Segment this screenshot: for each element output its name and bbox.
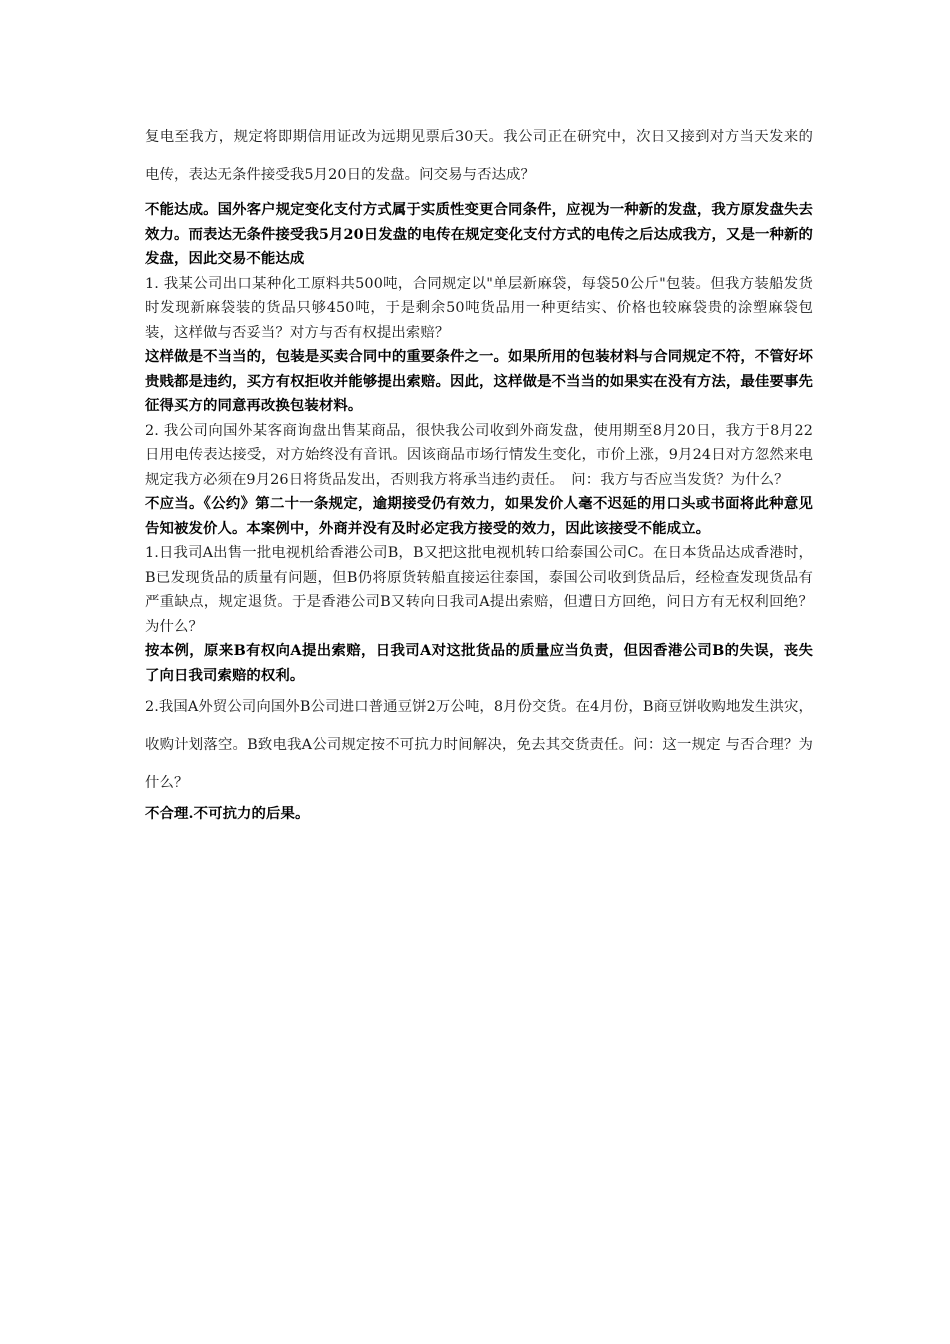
answer-paragraph: 不合理.不可抗力的后果。 [145,805,310,822]
answer-paragraph: 按本例，原来B有权向A提出索赔，日我司A对这批货品的质量应当负责，但因香港公司B的失误，丧失了向日我司索赔的权利。 [145,642,813,684]
answer-paragraph: 不能达成。国外客户规定变化支付方式属于实质性变更合同条件，应视为一种新的发盘，我方原发盘失去效力。而表达无条件接受我5月20日发盘的电传在规定变化支付方式的电传之后达成我方，又是一种新的发盘，因此交易不能达成 [145,201,813,267]
answer-paragraph: 不应当。《公约》第二十一条规定，逾期接受仍有效力，如果发价人毫不迟延的用口头或书面将此种意见告知被发价人。本案例中，外商并没有及时必定我方接受的效力，因此该接受不能成立。 [145,495,813,537]
question-paragraph: 1. 我某公司出口某种化工原料共500吨，合同规定以"单层新麻袋，每袋50公斤"包装。但我方装船发货时发现新麻袋装的货品只够450吨，于是剩余50吨货品用一种更结实、价格也较麻袋贵的涂塑麻袋包装，这样做与否妥当？对方与否有权提出索赔？ [145,275,813,341]
document-page [145,118,813,827]
question-paragraph-continued: 复电至我方，规定将即期信用证改为远期见票后30天。我公司正在研究中，次日又接到对方当天发来的电传，表达无条件接受我5月20日的发盘。问交易与否达成？ [145,129,813,183]
question-paragraph: 2.我国A外贸公司向国外B公司进口普通豆饼2万公吨，8月份交货。在4月份，B商豆饼收购地发生洪灾，收购计划落空。B致电我A公司规定按不可抗力时间解决，免去其交货责任。问：这一规定 与否合理？为什么？ [145,699,813,791]
question-paragraph: 2. 我公司向国外某客商询盘出售某商品，很快我公司收到外商发盘，使用期至8月20日，我方于8月22日用电传表达接受，对方始终没有音讯。因该商品市场行情发生变化，市价上涨，9月24日对方忽然来电规定我方必须在9月26日将货品发出，否则我方将承当违约责任。 问：我方与否应当发货？为什么？ [145,422,813,488]
answer-paragraph: 这样做是不当当的，包装是买卖合同中的重要条件之一。如果所用的包装材料与合同规定不符，不管好坏贵贱都是违约，买方有权拒收并能够提出索赔。因此，这样做是不当当的如果实在没有方法，最佳要事先征得买方的同意再改换包装材料。 [145,348,813,414]
question-paragraph: 1.日我司A出售一批电视机给香港公司B，B又把这批电视机转口给泰国公司C。在日本货品达成香港时，B已发现货品的质量有问题，但B仍将原货转船直接运往泰国，泰国公司收到货品后，经检查发现货品有严重缺点，规定退货。于是香港公司B又转向日我司A提出索赔，但遭日方回绝，问日方有无权利回绝？为什么？ [145,545,813,635]
